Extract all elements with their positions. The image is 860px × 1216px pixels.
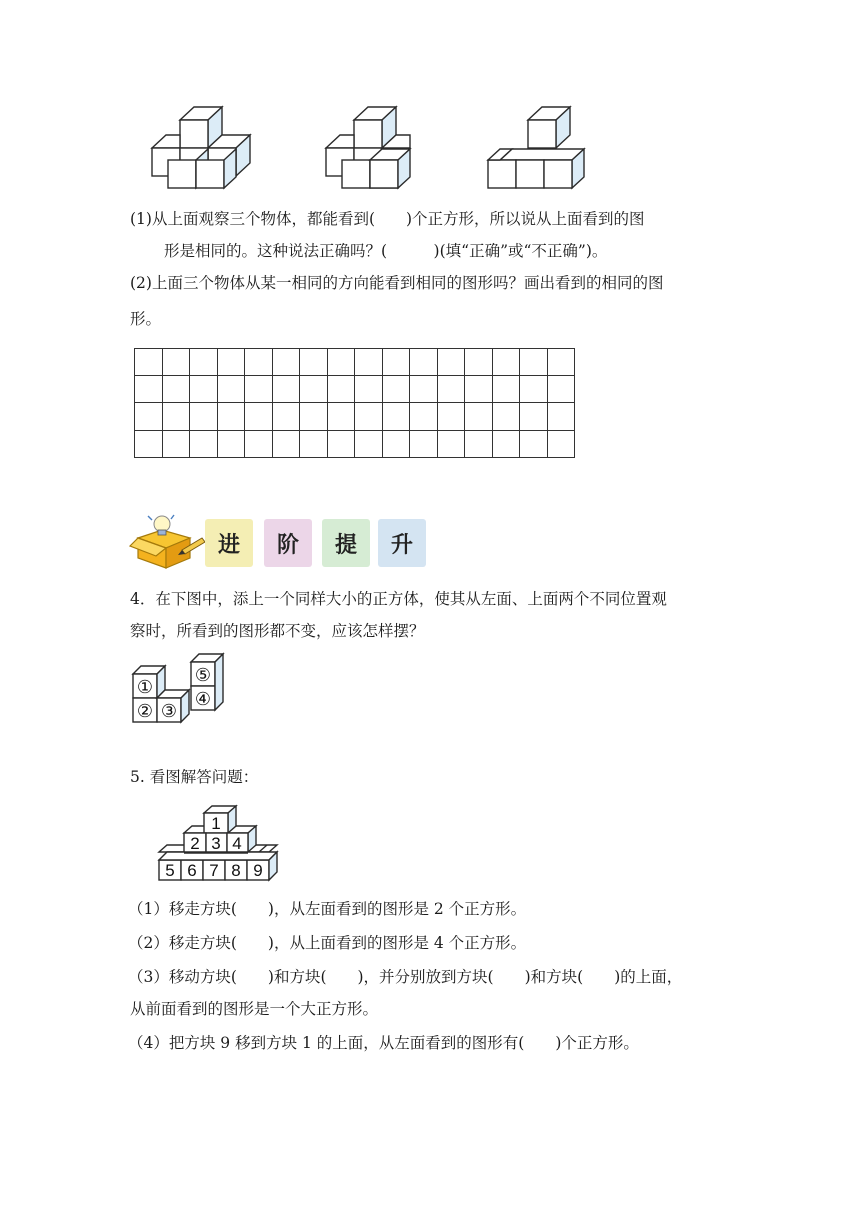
q3-part1-line2: 形是相同的。这种说法正确吗？( )(填“正确”或“不正确”)。 <box>164 242 608 260</box>
q5-number-9: 9 <box>253 861 263 880</box>
grid-cell[interactable] <box>190 349 218 376</box>
grid-cell[interactable] <box>547 403 575 430</box>
grid-cell[interactable] <box>410 430 438 457</box>
grid-cell[interactable] <box>190 376 218 403</box>
banner-char-4: 升 <box>378 519 426 567</box>
q5-number-7: 7 <box>209 861 219 880</box>
q5-number-4: 4 <box>232 834 242 853</box>
grid-cell[interactable] <box>135 403 163 430</box>
q4-label-3: ③ <box>160 701 178 722</box>
grid-cell[interactable] <box>217 403 245 430</box>
grid-cell[interactable] <box>465 430 493 457</box>
grid-cell[interactable] <box>382 403 410 430</box>
grid-cell[interactable] <box>300 430 328 457</box>
grid-cell[interactable] <box>520 403 548 430</box>
grid-cell[interactable] <box>162 403 190 430</box>
grid-cell[interactable] <box>245 376 273 403</box>
grid-cell[interactable] <box>300 376 328 403</box>
grid-cell[interactable] <box>135 376 163 403</box>
q3-part1-line1: (1)从上面观察三个物体，都能看到( )个正方形，所以说从上面看到的图 <box>130 210 645 228</box>
q5-sub3-line2: 从前面看到的图形是一个大正方形。 <box>130 1000 379 1018</box>
cube-object-1 <box>152 107 250 188</box>
grid-cell[interactable] <box>437 349 465 376</box>
grid-cell[interactable] <box>245 430 273 457</box>
grid-cell[interactable] <box>327 430 355 457</box>
grid-cell[interactable] <box>547 430 575 457</box>
grid-cell[interactable] <box>327 376 355 403</box>
cube-object-3 <box>488 107 584 188</box>
grid-cell[interactable] <box>272 349 300 376</box>
q4-label-4: ④ <box>194 689 212 710</box>
q3-part2-line1: (2)上面三个物体从某一相同的方向能看到相同的图形吗？画出看到的相同的图 <box>130 274 664 292</box>
grid-cell[interactable] <box>190 430 218 457</box>
q5-sub1: （1）移走方块( )，从左面看到的图形是 2 个正方形。 <box>128 900 527 918</box>
grid-cell[interactable] <box>382 349 410 376</box>
q4-label-1: ① <box>136 677 154 698</box>
grid-cell[interactable] <box>520 376 548 403</box>
grid-cell[interactable] <box>217 349 245 376</box>
banner-char-1: 进 <box>205 519 253 567</box>
grid-cell[interactable] <box>272 430 300 457</box>
grid-cell[interactable] <box>135 349 163 376</box>
banner-char-3: 提 <box>322 519 370 567</box>
drawing-grid[interactable] <box>134 348 575 458</box>
grid-cell[interactable] <box>355 403 383 430</box>
grid-cell[interactable] <box>465 376 493 403</box>
q5-sub4: （4）把方块 9 移到方块 1 的上面，从左面看到的图形有( )个正方形。 <box>128 1034 639 1052</box>
q5-number-8: 8 <box>231 861 241 880</box>
grid-cell[interactable] <box>245 349 273 376</box>
cube-object-2 <box>326 107 410 188</box>
lightbulb-box-pencil-icon <box>128 512 206 570</box>
grid-cell[interactable] <box>217 376 245 403</box>
q3-part2-line2: 形。 <box>130 310 162 328</box>
grid-cell[interactable] <box>465 403 493 430</box>
grid-cell[interactable] <box>162 349 190 376</box>
grid-cell[interactable] <box>355 430 383 457</box>
grid-cell[interactable] <box>162 430 190 457</box>
grid-cell[interactable] <box>355 376 383 403</box>
grid-cell[interactable] <box>520 430 548 457</box>
grid-cell[interactable] <box>437 403 465 430</box>
grid-cell[interactable] <box>410 376 438 403</box>
grid-cell[interactable] <box>382 430 410 457</box>
grid-cell[interactable] <box>245 403 273 430</box>
grid-cell[interactable] <box>327 403 355 430</box>
q5-number-6: 6 <box>187 861 197 880</box>
q4-cube-figure <box>130 652 230 724</box>
q4-label-2: ② <box>136 701 154 722</box>
grid-cell[interactable] <box>547 376 575 403</box>
q5-sub3-line1: （3）移动方块( )和方块( )，并分别放到方块( )和方块( )的上面， <box>128 968 683 986</box>
grid-cell[interactable] <box>520 349 548 376</box>
grid-cell[interactable] <box>355 349 383 376</box>
grid-cell[interactable] <box>492 349 520 376</box>
q5-cube-pyramid-figure <box>155 802 287 886</box>
q4-line2: 察时，所看到的图形都不变，应该怎样摆？ <box>130 622 425 640</box>
grid-cell[interactable] <box>492 376 520 403</box>
grid-cell[interactable] <box>190 403 218 430</box>
grid-cell[interactable] <box>162 376 190 403</box>
grid-cell[interactable] <box>272 376 300 403</box>
grid-cell[interactable] <box>547 349 575 376</box>
grid-cell[interactable] <box>465 349 493 376</box>
grid-cell[interactable] <box>492 403 520 430</box>
grid-cell[interactable] <box>327 349 355 376</box>
cube-objects-figure <box>140 100 600 196</box>
grid-cell[interactable] <box>437 376 465 403</box>
q4-line1: 4．在下图中，添上一个同样大小的正方体，使其从左面、上面两个不同位置观 <box>130 590 667 608</box>
banner-char-2: 阶 <box>264 519 312 567</box>
q5-number-5: 5 <box>165 861 175 880</box>
q5-number-1: 1 <box>211 814 221 833</box>
grid-cell[interactable] <box>410 403 438 430</box>
q5-number-2: 2 <box>190 834 200 853</box>
grid-cell[interactable] <box>492 430 520 457</box>
grid-cell[interactable] <box>410 349 438 376</box>
q5-number-3: 3 <box>211 834 221 853</box>
grid-cell[interactable] <box>382 376 410 403</box>
grid-cell[interactable] <box>300 349 328 376</box>
q4-label-5: ⑤ <box>194 665 212 686</box>
grid-cell[interactable] <box>135 430 163 457</box>
grid-cell[interactable] <box>272 403 300 430</box>
q5-sub2: （2）移走方块( )，从上面看到的图形是 4 个正方形。 <box>128 934 527 952</box>
grid-cell[interactable] <box>437 430 465 457</box>
grid-cell[interactable] <box>217 430 245 457</box>
q5-title: 5. 看图解答问题： <box>130 768 259 786</box>
grid-cell[interactable] <box>300 403 328 430</box>
